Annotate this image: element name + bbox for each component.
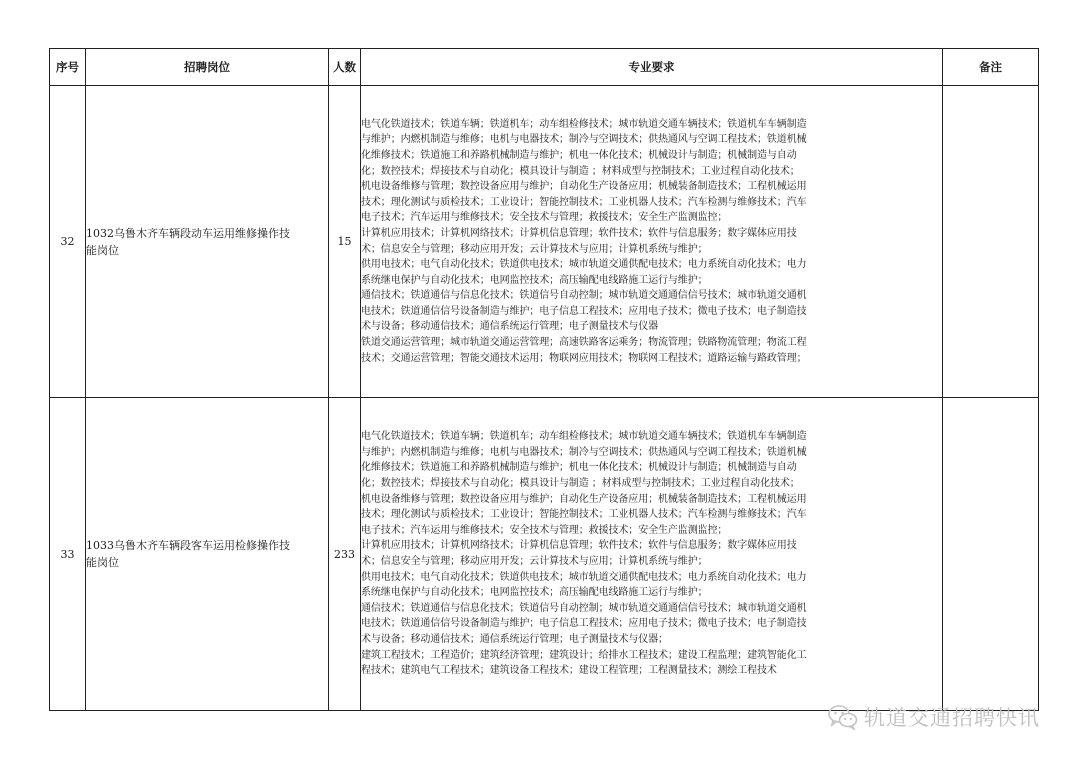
header-notes: 备注 bbox=[943, 49, 1039, 86]
requirement-line: 计算机应用技术；计算机网络技术；计算机信息管理；软件技术；软件与信息服务；数字媒体应用技 bbox=[361, 540, 797, 552]
wechat-icon bbox=[828, 704, 858, 730]
requirement-line: 化；数控技术；焊接技术与自动化；模具设计与制造 ；材料成型与控制技术；工业过程自动化技术； bbox=[361, 478, 800, 490]
requirement-line: 铁道交通运营管理；城市轨道交通运营管理；高速铁路客运乘务；物流管理；铁路物流管理；物流工程 bbox=[361, 337, 807, 349]
row-notes bbox=[943, 86, 1039, 398]
requirement-line: 技术；理化测试与质检技术；工业设计；智能控制技术；工业机器人技术；汽车检测与维修技术；汽车 bbox=[361, 196, 807, 208]
header-position: 招聘岗位 bbox=[86, 49, 329, 86]
requirement-line: 术；信息安全与管理；移动应用开发；云计算技术与应用；计算机系统与维护； bbox=[361, 243, 708, 255]
requirement-line: 化维修技术；铁道施工和养路机械制造与维护；机电一体化技术；机械设计与制造；机械制造与自动 bbox=[361, 462, 797, 474]
table-row bbox=[50, 86, 1039, 398]
row-position bbox=[86, 398, 329, 711]
requirement-line: 程技术；建筑电气工程技术；建筑设备工程技术；建设工程管理；工程测量技术；测绘工程技术 bbox=[361, 665, 777, 677]
row-index: 32 bbox=[50, 86, 86, 398]
requirement-line: 供用电技术；电气自动化技术；铁道供电技术；城市轨道交通供配电技术；电力系统自动化技术；电力 bbox=[361, 259, 807, 271]
requirement-line: 计算机应用技术；计算机网络技术；计算机信息管理；软件技术；软件与信息服务；数字媒体应用技 bbox=[361, 227, 797, 239]
recruitment-table bbox=[49, 48, 1039, 711]
requirement-line: 建筑工程技术；工程造价；建筑经济管理；建筑设计；给排水工程技术；建设工程监理；建筑智能化工 bbox=[361, 649, 807, 661]
row-requirements bbox=[361, 86, 943, 398]
row-requirements bbox=[361, 398, 943, 711]
requirement-line: 机电设备维修与管理；数控设备应用与维护；自动化生产设备应用；机械装备制造技术；工程机械运用 bbox=[361, 493, 807, 505]
watermark bbox=[828, 702, 1040, 732]
requirement-line: 与维护；内燃机制造与维修；电机与电器技术；制冷与空调技术；供热通风与空调工程技术；铁道机械 bbox=[361, 446, 807, 458]
row-position bbox=[86, 86, 329, 398]
header-requirements: 专业要求 bbox=[361, 49, 943, 86]
position-line: 能岗位 bbox=[86, 243, 119, 257]
requirement-line: 化维修技术；铁道施工和养路机械制造与维护；机电一体化技术；机械设计与制造；机械制造与自动 bbox=[361, 149, 797, 161]
requirement-line: 通信技术；铁道通信与信息化技术；铁道信号自动控制；城市轨道交通通信信号技术；城市轨道交通机 bbox=[361, 290, 807, 302]
requirement-line: 术；信息安全与管理；移动应用开发；云计算技术与应用；计算机系统与维护； bbox=[361, 556, 708, 567]
table-header-row bbox=[50, 49, 1039, 86]
header-index: 序号 bbox=[50, 49, 86, 86]
requirement-line: 系统继电保护与自动化技术；电网监控技术；高压输配电线路施工运行与维护； bbox=[361, 274, 708, 286]
requirement-line: 技术；交通运营管理；智能交通技术运用；物联网应用技术；物联网工程技术；道路运输与路政管理； bbox=[361, 352, 807, 364]
position-line: 1033乌鲁木齐车辆段客车运用检修操作技 bbox=[86, 539, 290, 552]
watermark-text: 轨道交通招聘快讯 bbox=[864, 706, 1040, 730]
requirement-line: 术与设备；移动通信技术；通信系统运行管理；电子测量技术与仪器 bbox=[361, 321, 658, 333]
requirement-line: 与维护；内燃机制造与维修；电机与电器技术；制冷与空调技术；供热通风与空调工程技术；铁道机械 bbox=[361, 134, 807, 146]
requirement-line: 供用电技术；电气自动化技术；铁道供电技术；城市轨道交通供配电技术；电力系统自动化技术；电力 bbox=[361, 571, 807, 583]
row-count: 15 bbox=[329, 86, 361, 398]
header-count: 人数 bbox=[329, 49, 361, 86]
requirement-line: 化；数控技术；焊接技术与自动化；模具设计与制造 ；材料成型与控制技术；工业过程自动化技术； bbox=[361, 165, 800, 177]
requirement-line: 机电设备维修与管理；数控设备应用与维护；自动化生产设备应用；机械装备制造技术；工程机械运用 bbox=[361, 181, 807, 193]
requirement-line: 电子技术；汽车运用与维修技术；安全技术与管理；救援技术；安全生产监测监控； bbox=[361, 524, 728, 536]
requirement-line: 通信技术；铁道通信与信息化技术；铁道信号自动控制；城市轨道交通通信信号技术；城市轨道交通机 bbox=[361, 602, 807, 614]
requirement-line: 技术；理化测试与质检技术；工业设计；智能控制技术；工业机器人技术；汽车检测与维修技术；汽车 bbox=[361, 509, 807, 521]
position-line: 能岗位 bbox=[86, 556, 119, 569]
requirement-line: 电技术；铁道通信信号设备制造与维护；电子信息工程技术；应用电子技术；微电子技术；电子制造技 bbox=[361, 305, 807, 317]
requirement-line: 电子技术；汽车运用与维修技术；安全技术与管理；救援技术；安全生产监测监控； bbox=[361, 212, 728, 224]
requirement-line: 电气化铁道技术；铁道车辆；铁道机车；动车组检修技术；城市轨道交通车辆技术；铁道机车车辆制造 bbox=[361, 431, 807, 443]
requirement-line: 电气化铁道技术；铁道车辆；铁道机车；动车组检修技术；城市轨道交通车辆技术；铁道机车车辆制造 bbox=[361, 118, 807, 130]
requirement-line: 术与设备；移动通信技术；通信系统运行管理；电子测量技术与仪器； bbox=[361, 633, 668, 645]
table-row bbox=[50, 398, 1039, 711]
requirement-line: 系统继电保护与自动化技术；电网监控技术；高压输配电线路施工运行与维护； bbox=[361, 587, 708, 599]
row-count: 233 bbox=[329, 398, 361, 711]
row-notes bbox=[943, 398, 1039, 711]
position-line: 1032乌鲁木齐车辆段动车运用维修操作技 bbox=[86, 226, 290, 240]
row-index: 33 bbox=[50, 398, 86, 711]
requirement-line: 电技术；铁道通信信号设备制造与维护；电子信息工程技术；应用电子技术；微电子技术；电子制造技 bbox=[361, 618, 807, 630]
